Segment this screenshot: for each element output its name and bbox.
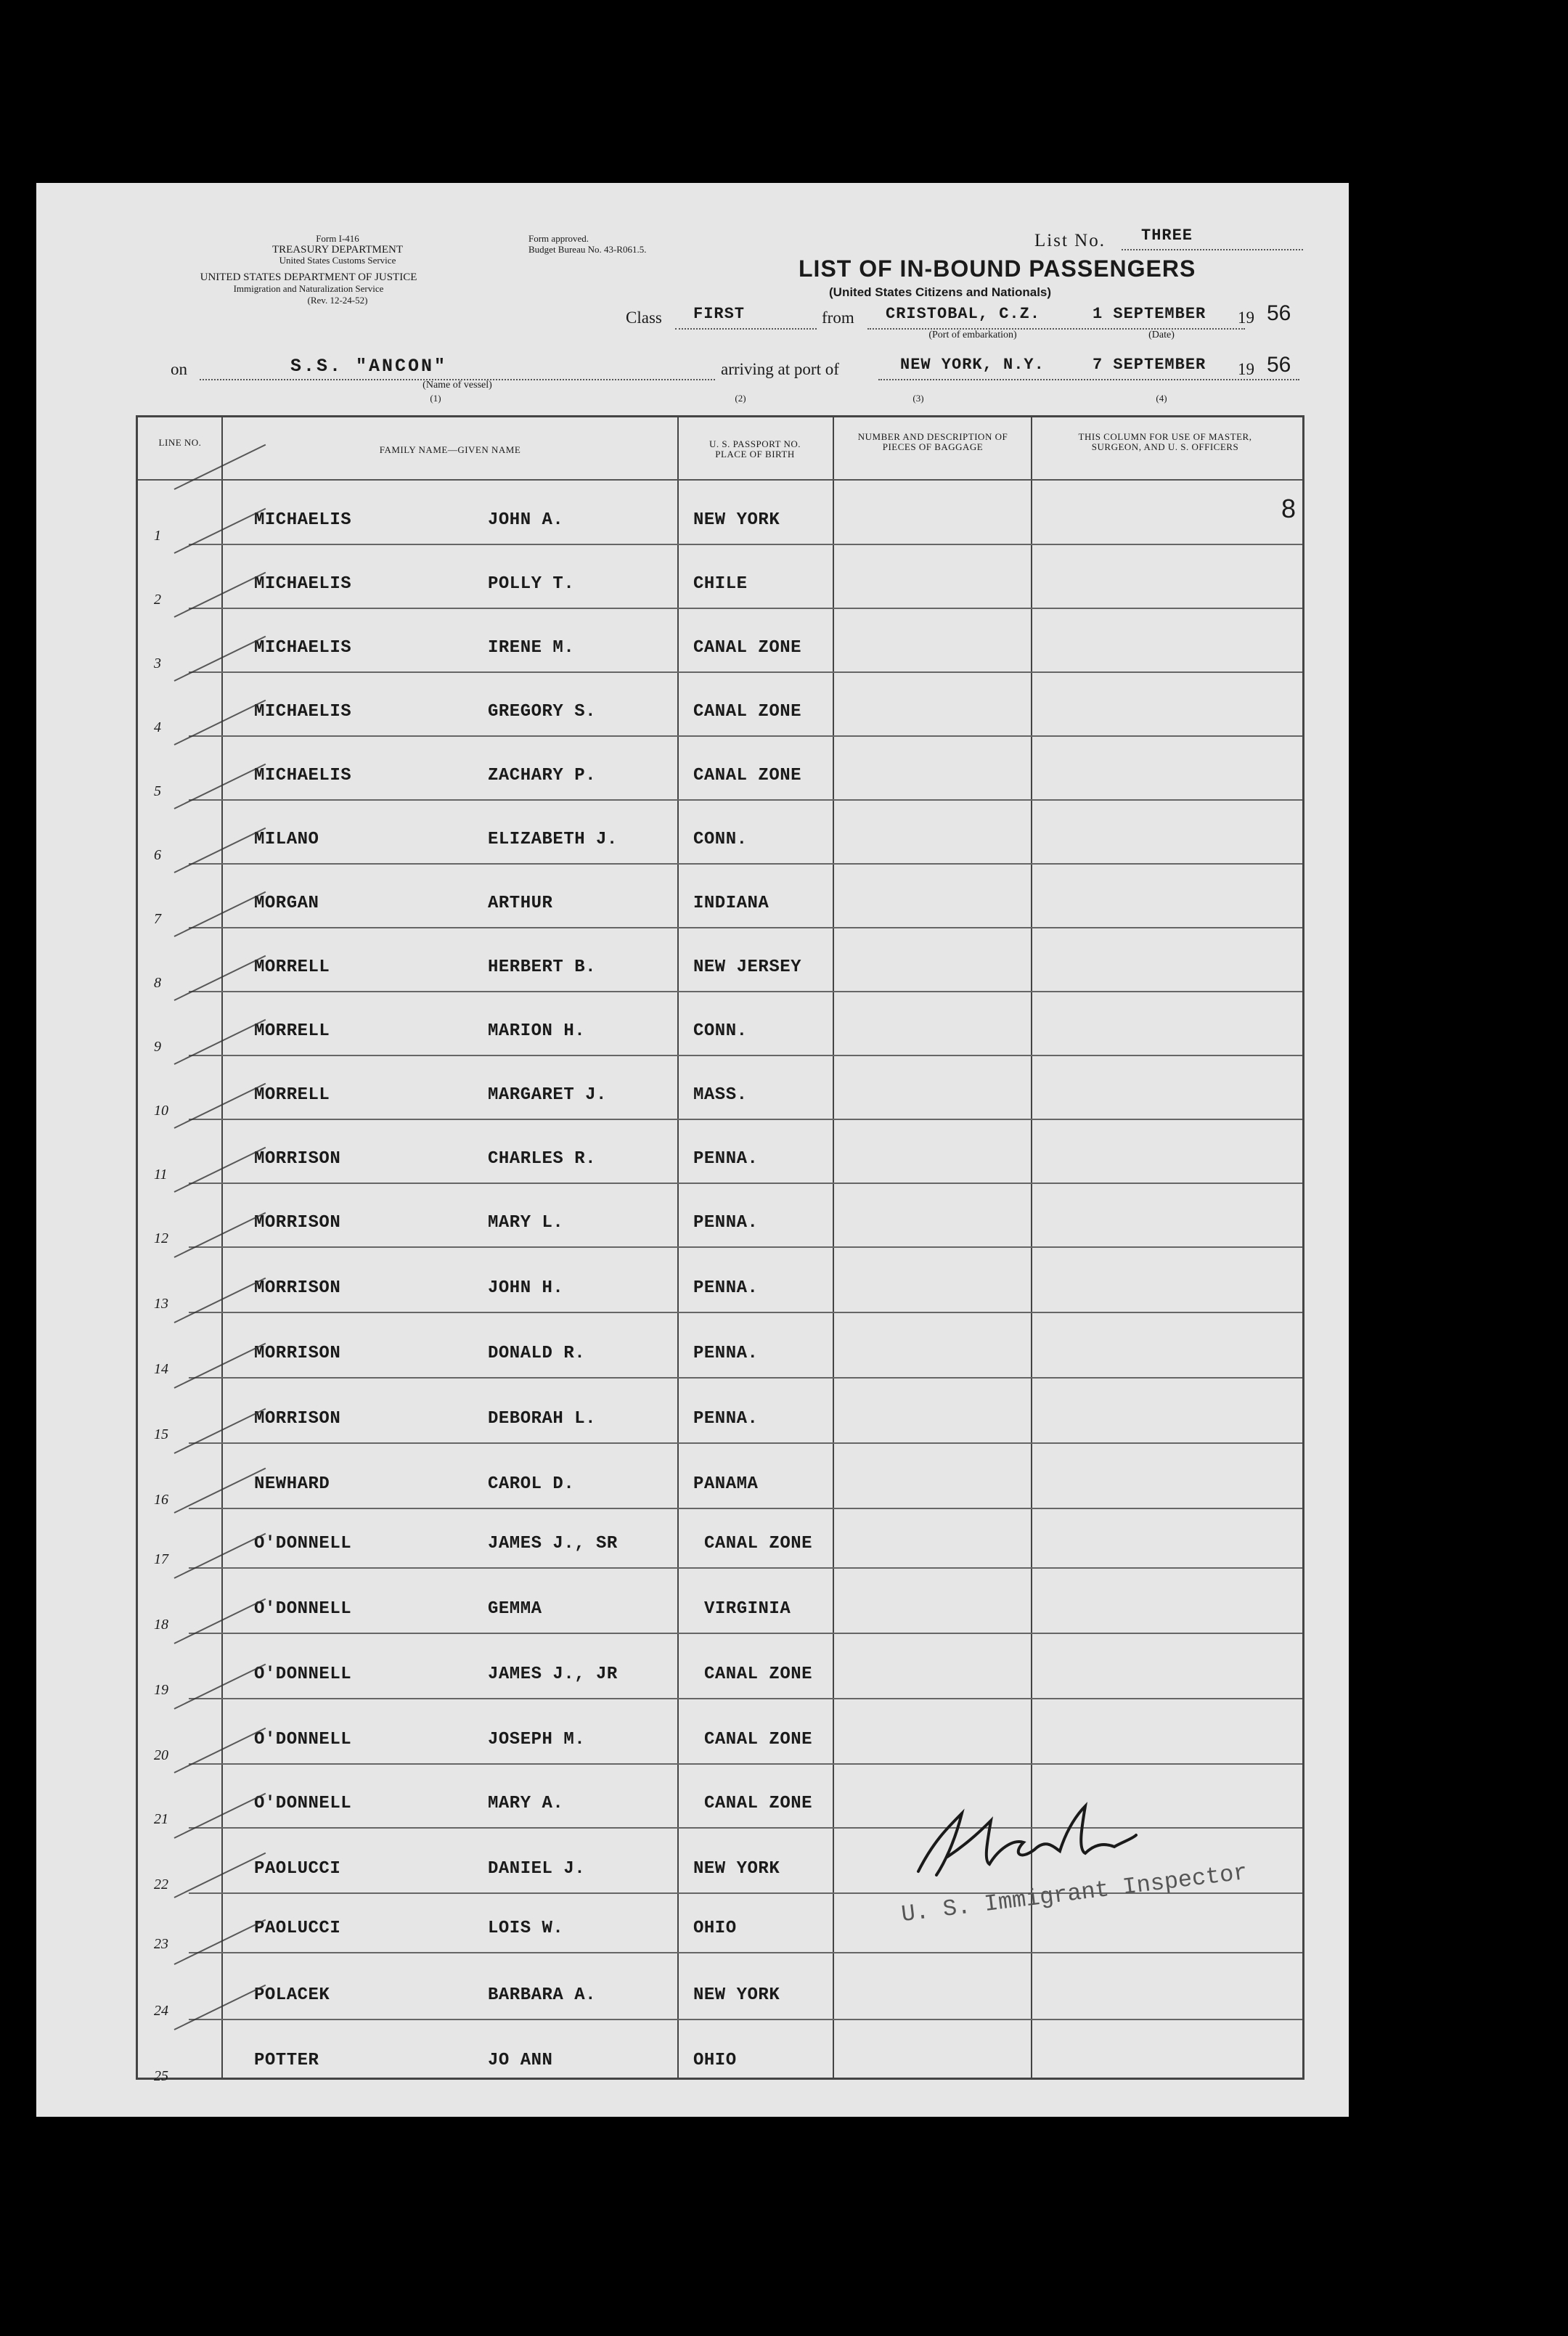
row-rule <box>189 1183 1302 1184</box>
family-name: MORRELL <box>254 957 330 977</box>
arrival-year-prefix: 19 <box>1238 360 1254 378</box>
family-name: O'DONNELL <box>254 1730 352 1749</box>
row-rule <box>189 2019 1302 2020</box>
given-name: ARTHUR <box>488 894 553 913</box>
given-name: JOHN H. <box>488 1278 564 1298</box>
family-name: O'DONNELL <box>254 1599 352 1619</box>
place-of-birth: CANAL ZONE <box>693 766 802 785</box>
table-row <box>138 483 1302 547</box>
place-of-birth: VIRGINIA <box>704 1599 791 1619</box>
col-caption-4: (4) <box>1156 393 1167 404</box>
line-number: 9 <box>154 1039 161 1055</box>
line-number: 13 <box>154 1296 168 1312</box>
header-line-no: LINE NO. <box>158 437 202 448</box>
row-rule <box>189 1246 1302 1248</box>
place-of-birth: CANAL ZONE <box>704 1534 813 1553</box>
justice-dept: UNITED STATES DEPARTMENT OF JUSTICE <box>200 271 417 283</box>
table-row <box>138 1506 1302 1570</box>
family-name: MORRELL <box>254 1085 330 1105</box>
line-number: 5 <box>154 783 161 799</box>
place-of-birth: OHIO <box>693 1919 737 1938</box>
given-name: DANIEL J. <box>488 1859 586 1879</box>
depart-year-prefix: 19 <box>1238 309 1254 327</box>
place-of-birth: CANAL ZONE <box>693 638 802 658</box>
row-rule <box>189 1952 1302 1953</box>
list-no-label: List No. <box>1034 231 1106 250</box>
row-rule <box>189 608 1302 609</box>
class-label: Class <box>626 309 662 327</box>
given-name: GEMMA <box>488 1599 542 1619</box>
given-name: ELIZABETH J. <box>488 830 618 849</box>
table-row <box>138 610 1302 674</box>
date-caption: (Date) <box>1148 330 1175 340</box>
list-no-line <box>1122 249 1303 250</box>
place-of-birth: CANAL ZONE <box>704 1665 813 1684</box>
place-of-birth: PENNA. <box>693 1344 759 1363</box>
col-caption-3: (3) <box>912 393 924 404</box>
family-name: MORRELL <box>254 1021 330 1041</box>
table-row <box>138 674 1302 738</box>
line-number: 21 <box>154 1811 168 1827</box>
table-row <box>138 2023 1302 2087</box>
place-of-birth: CONN. <box>693 1021 748 1041</box>
family-name: MICHAELIS <box>254 638 352 658</box>
table-row <box>138 738 1302 802</box>
family-name: MORRISON <box>254 1278 341 1298</box>
table-row <box>138 1702 1302 1766</box>
col-caption-1: (1) <box>430 393 441 404</box>
treasury-dept: TREASURY DEPARTMENT <box>271 244 404 256</box>
line-number: 8 <box>154 975 161 991</box>
line-number: 1 <box>154 528 161 544</box>
place-of-birth: CANAL ZONE <box>704 1730 813 1749</box>
budget-bureau: Budget Bureau No. 43-R061.5. <box>528 244 647 255</box>
given-name: JO ANN <box>488 2051 553 2070</box>
family-name: NEWHARD <box>254 1474 330 1494</box>
line-number: 24 <box>154 2003 168 2019</box>
header-baggage: NUMBER AND DESCRIPTION OF PIECES OF BAGGAGE <box>857 431 1008 452</box>
family-name: MILANO <box>254 830 319 849</box>
table-row <box>138 1316 1302 1380</box>
row-rule <box>189 799 1302 801</box>
check-mark <box>174 444 266 490</box>
row-rule <box>189 544 1302 545</box>
from-label: from <box>822 309 854 327</box>
row-rule <box>189 735 1302 737</box>
place-of-birth: PENNA. <box>693 1149 759 1169</box>
line-number: 17 <box>154 1551 168 1567</box>
row-rule <box>189 1312 1302 1313</box>
line-number: 2 <box>154 592 161 608</box>
place-of-birth: CHILE <box>693 574 748 594</box>
table-row <box>138 1958 1302 2022</box>
table-row <box>138 1381 1302 1445</box>
row-rule <box>189 863 1302 865</box>
given-name: MARY L. <box>488 1213 564 1233</box>
place-of-birth: MASS. <box>693 1085 748 1105</box>
row-rule <box>189 1698 1302 1699</box>
revision: (Rev. 12-24-52) <box>307 295 368 306</box>
arrival-port: NEW YORK, N.Y. <box>900 356 1045 374</box>
given-name: MARGARET J. <box>488 1085 607 1105</box>
table-row <box>138 802 1302 866</box>
vessel-caption: (Name of vessel) <box>422 380 492 391</box>
family-name: MORRISON <box>254 1149 341 1169</box>
from-port: CRISTOBAL, C.Z. <box>886 305 1041 323</box>
ins-service: Immigration and Naturalization Service <box>233 283 384 294</box>
place-of-birth: PENNA. <box>693 1213 759 1233</box>
family-name: MORRISON <box>254 1409 341 1429</box>
vessel-name: S.S. "ANCON" <box>290 356 448 377</box>
table-row <box>138 1185 1302 1249</box>
table-row <box>138 1637 1302 1701</box>
header-rule <box>138 479 1302 481</box>
place-of-birth: NEW YORK <box>693 1985 780 2005</box>
line-number: 11 <box>154 1167 168 1183</box>
table-row <box>138 1447 1302 1511</box>
table-row <box>138 1251 1302 1315</box>
family-name: O'DONNELL <box>254 1665 352 1684</box>
form-number: Form I-416 <box>316 233 359 244</box>
line-number: 14 <box>154 1361 168 1377</box>
given-name: MARION H. <box>488 1021 586 1041</box>
given-name: ZACHARY P. <box>488 766 597 785</box>
line-number: 18 <box>154 1617 168 1633</box>
place-of-birth: OHIO <box>693 2051 737 2070</box>
place-of-birth: CANAL ZONE <box>693 702 802 722</box>
place-of-birth: CONN. <box>693 830 748 849</box>
col-caption-2: (2) <box>735 393 746 404</box>
row-rule <box>189 1055 1302 1056</box>
on-label: on <box>171 360 187 378</box>
table-row <box>138 547 1302 610</box>
customs-service: United States Customs Service <box>279 255 396 266</box>
family-name: MORGAN <box>254 894 319 913</box>
given-name: JAMES J., JR <box>488 1665 618 1684</box>
place-of-birth: NEW JERSEY <box>693 957 802 977</box>
row-rule <box>189 1377 1302 1379</box>
given-name: CAROL D. <box>488 1474 575 1494</box>
list-no-value: THREE <box>1141 226 1193 245</box>
table-row <box>138 1122 1302 1185</box>
given-name: IRENE M. <box>488 638 575 658</box>
arrival-line <box>878 379 1299 380</box>
row-rule <box>189 927 1302 928</box>
inspector-signature <box>904 1799 1165 1886</box>
inspector-stamp: U. S. Immigrant Inspector <box>899 1858 1249 1929</box>
family-name: PAOLUCCI <box>254 1919 341 1938</box>
header-name: FAMILY NAME—GIVEN NAME <box>379 444 521 455</box>
given-name: BARBARA A. <box>488 1985 597 2005</box>
family-name: MICHAELIS <box>254 702 352 722</box>
header-passport: U. S. PASSPORT NO. PLACE OF BIRTH <box>709 438 801 460</box>
line-number: 3 <box>154 656 161 671</box>
row-rule <box>189 991 1302 992</box>
family-name: MICHAELIS <box>254 574 352 594</box>
departure-date: 1 SEPTEMBER <box>1093 305 1206 323</box>
line-number: 19 <box>154 1682 168 1698</box>
given-name: JOSEPH M. <box>488 1730 586 1749</box>
row-rule <box>189 1567 1302 1569</box>
line-number: 15 <box>154 1426 168 1442</box>
port-embarkation-caption: (Port of embarkation) <box>928 330 1017 340</box>
family-name: O'DONNELL <box>254 1534 352 1553</box>
departure-year: 56 <box>1267 301 1291 325</box>
line-number: 20 <box>154 1747 168 1763</box>
line-number: 16 <box>154 1492 168 1508</box>
family-name: MICHAELIS <box>254 766 352 785</box>
given-name: POLLY T. <box>488 574 575 594</box>
table-row <box>138 994 1302 1058</box>
document-title: LIST OF IN-BOUND PASSENGERS <box>799 256 1196 282</box>
line-number: 12 <box>154 1230 168 1246</box>
place-of-birth: PENNA. <box>693 1409 759 1429</box>
given-name: MARY A. <box>488 1794 564 1813</box>
line-number: 7 <box>154 911 161 927</box>
form-approved: Form approved. <box>528 233 589 244</box>
page-mark: 8 <box>1281 494 1297 523</box>
table-row <box>138 1891 1302 1955</box>
family-name: POLACEK <box>254 1985 330 2005</box>
table-row <box>138 930 1302 994</box>
place-of-birth: NEW YORK <box>693 510 780 530</box>
line-number: 6 <box>154 847 161 863</box>
table-row <box>138 1572 1302 1635</box>
family-name: PAOLUCCI <box>254 1859 341 1879</box>
row-rule <box>189 671 1302 673</box>
from-line <box>867 328 1245 330</box>
line-number: 4 <box>154 719 161 735</box>
family-name: MICHAELIS <box>254 510 352 530</box>
family-name: O'DONNELL <box>254 1794 352 1813</box>
place-of-birth: CANAL ZONE <box>704 1794 813 1813</box>
class-value: FIRST <box>693 305 746 323</box>
row-rule <box>189 1763 1302 1765</box>
line-number: 23 <box>154 1936 168 1952</box>
table-row <box>138 866 1302 930</box>
given-name: LOIS W. <box>488 1919 564 1938</box>
line-number: 22 <box>154 1876 168 1892</box>
arrival-date: 7 SEPTEMBER <box>1093 356 1206 374</box>
header-officers: THIS COLUMN FOR USE OF MASTER, SURGEON, AND U. S. OFFICERS <box>1078 431 1252 452</box>
line-number: 10 <box>154 1103 168 1119</box>
given-name: DONALD R. <box>488 1344 586 1363</box>
row-rule <box>189 1119 1302 1120</box>
line-number: 25 <box>154 2068 168 2084</box>
class-line <box>675 328 817 330</box>
place-of-birth: PANAMA <box>693 1474 759 1494</box>
arriving-label: arriving at port of <box>721 360 839 378</box>
place-of-birth: PENNA. <box>693 1278 759 1298</box>
given-name: DEBORAH L. <box>488 1409 597 1429</box>
given-name: HERBERT B. <box>488 957 597 977</box>
table-row <box>138 1058 1302 1122</box>
arrival-year: 56 <box>1267 353 1291 377</box>
family-name: MORRISON <box>254 1344 341 1363</box>
given-name: JOHN A. <box>488 510 564 530</box>
row-rule <box>189 1633 1302 1634</box>
place-of-birth: NEW YORK <box>693 1859 780 1879</box>
given-name: CHARLES R. <box>488 1149 597 1169</box>
place-of-birth: INDIANA <box>693 894 769 913</box>
given-name: GREGORY S. <box>488 702 597 722</box>
document-subtitle: (United States Citizens and Nationals) <box>829 285 1052 299</box>
family-name: POTTER <box>254 2051 319 2070</box>
row-rule <box>189 1442 1302 1444</box>
family-name: MORRISON <box>254 1213 341 1233</box>
given-name: JAMES J., SR <box>488 1534 618 1553</box>
